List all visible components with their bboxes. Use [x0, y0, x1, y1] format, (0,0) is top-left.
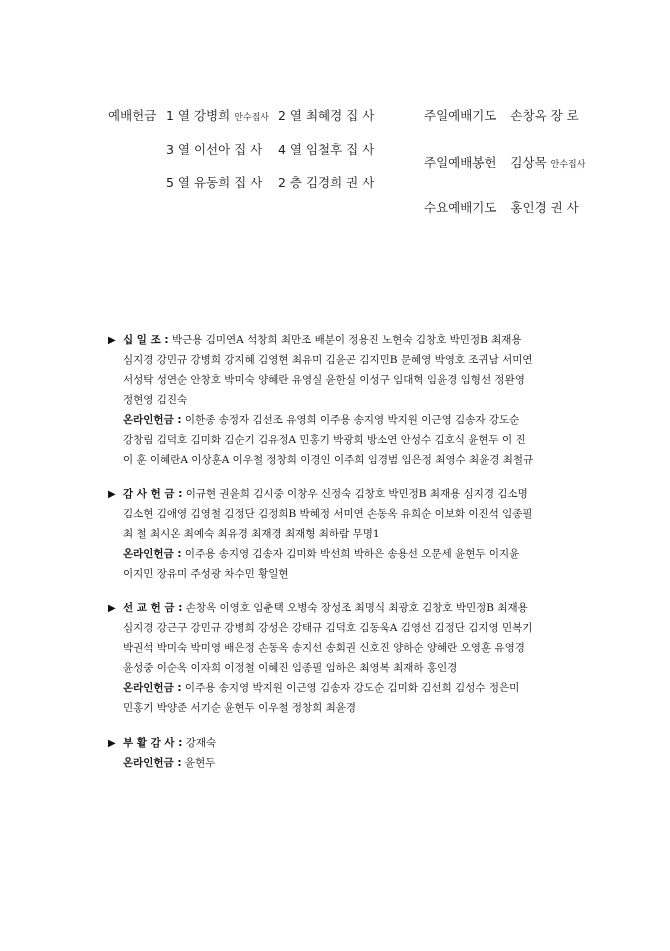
section-easter [108, 733, 578, 773]
offering-header-label: 예배헌금 [108, 108, 157, 123]
wednesday-prayer [424, 198, 579, 216]
sunday-offering-prayer [424, 153, 585, 171]
section-line [108, 598, 578, 618]
section-line [108, 733, 578, 753]
sunday-prayer [424, 106, 579, 124]
online-line: 강창림 김덕호 김미화 김순기 김유정A 민홍기 박광희 방소연 안성수 김호식 윤현두 이 진 [123, 434, 526, 446]
offering-row2-col1: 3 열 이선아 집 사 [166, 142, 263, 157]
names: 이규현 권윤희 김시중 이창우 신정숙 김창호 박민정B 최재용 심지경 김소명 [185, 488, 528, 500]
offering-row3-col2: 2 층 김경희 권 사 [278, 175, 375, 190]
names: 윤현두 [184, 757, 216, 769]
arrow-icon: ▶ [108, 738, 116, 749]
arrow-icon: ▶ [108, 335, 116, 346]
online-label: 온라인헌금 : [123, 414, 182, 426]
arrow-icon: ▶ [108, 603, 116, 614]
section-label: 십 일 조 : [123, 334, 169, 346]
section-line: 김소현 김애영 김영철 김정단 김정희B 박혜정 서미연 손동옥 유희순 이보화 이진석 임종필 [123, 508, 533, 520]
online-line [108, 410, 578, 430]
offering-row1-col1-text: 1 열 강병희 [166, 108, 231, 123]
wednesday-prayer-label: 수요예배기도 [424, 200, 497, 215]
offering-row1-col1 [166, 106, 269, 124]
offering-row3-col1: 5 열 유동희 집 사 [166, 175, 263, 190]
wednesday-prayer-name: 홍인경 권 사 [510, 200, 579, 215]
section-label: 감 사 헌 금 : [123, 488, 183, 500]
section-label: 부 활 감 사 : [123, 737, 183, 749]
section-line: 서성탁 성연순 안창호 박미숙 양혜란 유영실 윤한실 이성구 임대혁 임윤경 임형선 정완영 [123, 374, 525, 386]
online-label: 온라인헌금 : [123, 682, 182, 694]
section-line: 윤성중 이순옥 이자희 이정철 이혜진 임종필 임하은 최영복 최재하 홍인경 [123, 662, 458, 674]
names: 박근용 김미연A 석창희 최만조 배분이 정용진 노현숙 김창호 박민정B 최재용 [171, 334, 522, 346]
online-line: 이 훈 이혜란A 이상훈A 이우철 정창희 이경인 이주희 임경범 임은정 최영수 최윤경 최철규 [123, 454, 534, 466]
online-label: 온라인헌금 : [123, 757, 182, 769]
names: 이주용 송지영 박지원 이근영 김송자 강도순 김미화 김선희 김성수 정은미 [184, 682, 520, 694]
section-line: 박권석 박미숙 박미영 배은정 손동옥 송지선 송회권 신호진 양하순 양혜란 오영훈 유영경 [123, 642, 525, 654]
online-line [108, 544, 578, 564]
online-line [108, 678, 578, 698]
names: 강재숙 [185, 737, 217, 749]
section-line: 정현영 김진숙 [123, 394, 188, 406]
online-line [108, 753, 578, 773]
section-line [108, 484, 578, 504]
section-thanksgiving [108, 484, 578, 584]
names: 이주용 송지영 김송자 김미화 박선희 박하은 송용선 오문세 윤현두 이지윤 [184, 548, 520, 560]
section-line: 최 철 최시온 최예숙 최유경 최재경 최재형 최하람 무명1 [123, 528, 380, 540]
section-label: 선 교 헌 금 : [123, 602, 183, 614]
offering-row1-col2: 2 열 최혜경 집 사 [278, 108, 375, 123]
sunday-prayer-name: 손창옥 장 로 [510, 108, 579, 123]
online-line: 이지민 장유미 주성광 차수민 황일현 [123, 568, 289, 580]
names: 이한종 송정자 김선조 유영희 이주용 송지영 박지원 이근영 김송자 강도순 [184, 414, 520, 426]
names: 손창옥 이영호 임춘택 오병숙 장성조 최명식 최광호 김창호 박민정B 최재용 [185, 602, 528, 614]
section-tithe [108, 330, 578, 470]
offering-row2-col2: 4 열 임철후 집 사 [278, 142, 375, 157]
arrow-icon: ▶ [108, 489, 116, 500]
section-line [108, 330, 578, 350]
sunday-offering-prayer-title: 안수집사 [550, 160, 586, 170]
section-line: 심지경 강근구 강민규 강병희 강성은 강태규 김덕호 김동욱A 김영선 김정단 김지영 민복기 [123, 622, 533, 634]
sunday-prayer-label: 주일예배기도 [424, 108, 497, 123]
online-label: 온라인헌금 : [123, 548, 182, 560]
sunday-offering-prayer-label: 주일예배봉헌 [424, 155, 497, 170]
offering-row1-col1-title: 안수집사 [234, 113, 269, 123]
online-line: 민홍기 박양준 서기순 윤현두 이우철 정창희 최윤경 [123, 702, 357, 714]
sunday-offering-prayer-name: 김상목 [510, 155, 547, 170]
section-missions [108, 598, 578, 718]
section-line: 심지경 강민규 강병희 강지혜 김영현 최유미 김윤곤 김지민B 문혜영 박영호 조귀남 서미연 [123, 354, 533, 366]
